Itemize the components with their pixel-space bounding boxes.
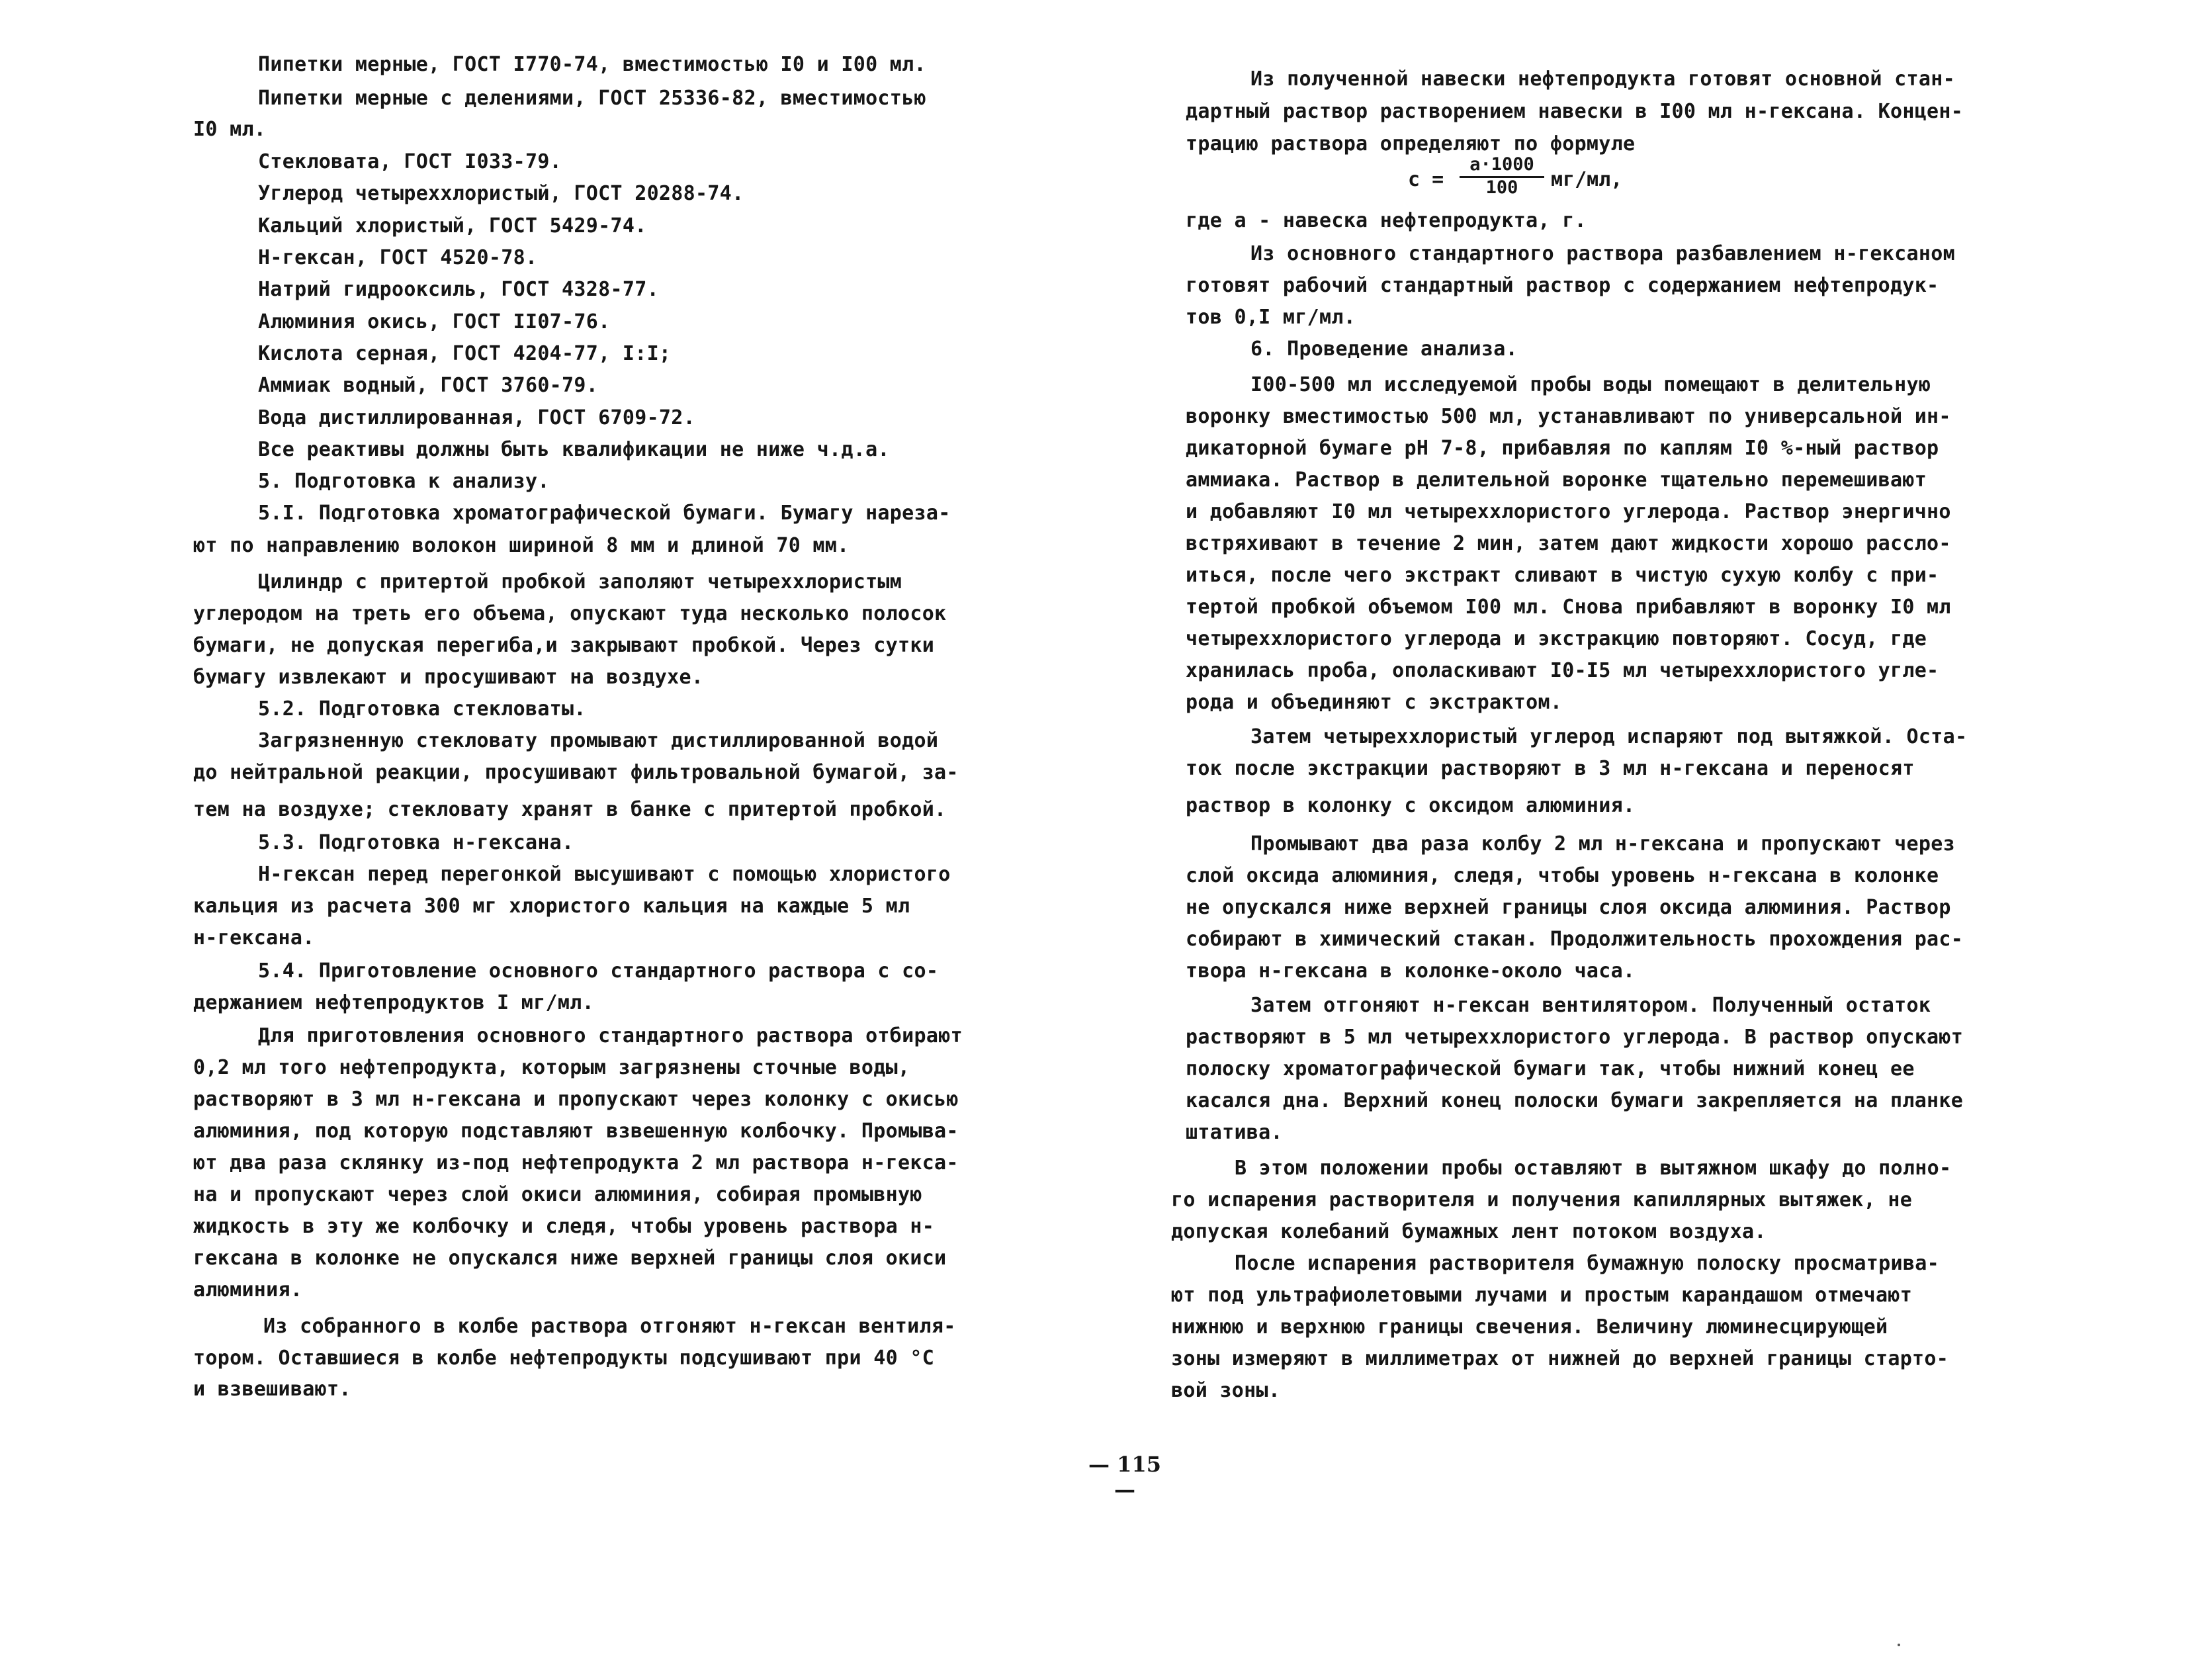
text-line: Все реактивы должны быть квалификации не ниже ч.д.а. [258, 438, 890, 461]
text-line: до нейтральной реакции, просушивают фильтровальной бумагой, за- [193, 761, 959, 784]
text-line: Из основного стандартного раствора разбавлением н-гексаном [1250, 242, 1955, 265]
text-line: ют два раза склянку из-под нефтепродукта 2 мл раствора н-гекса- [193, 1151, 959, 1174]
text-line: тем на воздухе; стекловату хранят в банке с притертой пробкой. [193, 798, 947, 821]
text-line: иться, после чего экстракт сливают в чистую сухую колбу с при- [1186, 564, 1939, 587]
text-line: штатива. [1186, 1121, 1283, 1144]
text-line: вой зоны. [1171, 1379, 1281, 1402]
text-line: тов 0,I мг/мл. [1186, 306, 1356, 329]
text-line: Вода дистиллированная, ГОСТ 6709-72. [258, 406, 696, 429]
text-line: алюминия. [193, 1278, 303, 1302]
text-line: зоны измеряют в миллиметрах от нижней до верхней границы старто- [1171, 1347, 1949, 1370]
text-line: Кальций хлористый, ГОСТ 5429-74. [258, 214, 647, 238]
text-line: Алюминия окись, ГОСТ II07-76. [258, 310, 611, 333]
text-line: Из собранного в колбе раствора отгоняют н-гексан вентиля- [263, 1315, 956, 1338]
text-line: го испарения растворителя и получения капиллярных вытяжек, не [1171, 1188, 1913, 1212]
text-line: Стекловата, ГОСТ I033-79. [258, 150, 562, 173]
text-line: аммиака. Раствор в делительной воронке тщательно перемешивают [1186, 468, 1927, 492]
formula-lhs: с = [1408, 168, 1444, 191]
text-line: В этом положении пробы оставляют в вытяжном шкафу до полно- [1235, 1157, 1952, 1180]
text-line: тертой пробкой объемом I00 мл. Снова прибавляют в воронку I0 мл [1186, 596, 1951, 619]
text-line: Аммиак водный, ГОСТ 3760-79. [258, 374, 599, 397]
text-line: Углерод четыреххлористый, ГОСТ 20288-74. [258, 182, 744, 205]
text-line: касался дна. Верхний конец полоски бумаги закрепляется на планке [1186, 1089, 1964, 1112]
text-line: и добавляют I0 мл четыреххлористого углерода. Раствор энергично [1186, 500, 1951, 523]
scan-speck [1898, 1644, 1900, 1646]
formula-unit: мг/мл, [1551, 168, 1623, 191]
text-line: держанием нефтепродуктов I мг/мл. [193, 991, 594, 1014]
text-line: дартный раствор растворением навески в I00 мл н-гексана. Концен- [1186, 100, 1964, 123]
text-line: Из полученной навески нефтепродукта готовят основной стан- [1250, 67, 1955, 91]
text-line: нижнюю и верхнюю границы свечения. Величину люминесцирующей [1171, 1315, 1888, 1339]
text-line: растворяют в 3 мл н-гексана и пропускают через колонку с окисью [193, 1088, 959, 1111]
text-line: кальция из расчета 300 мг хлористого кальция на каждые 5 мл [193, 895, 910, 918]
section-heading: 6. Проведение анализа. [1250, 337, 1518, 361]
text-line: готовят рабочий стандартный раствор с содержанием нефтепродук- [1186, 274, 1939, 297]
formula-numerator: а·1000 [1460, 154, 1544, 178]
text-line: Кислота серная, ГОСТ 4204-77, I:I; [258, 342, 672, 365]
text-line: алюминия, под которую подставляют взвешенную колбочку. Промыва- [193, 1120, 959, 1143]
text-line: I00-500 мл исследуемой пробы воды помещают в делительную [1250, 373, 1931, 396]
text-line: Пипетки мерные, ГОСТ I770-74, вместимостью I0 и I00 мл. [258, 53, 926, 76]
text-line: Для приготовления основного стандартного раствора отбирают [258, 1024, 963, 1047]
text-line: полоску хроматографической бумаги так, чтобы нижний конец ее [1186, 1057, 1915, 1081]
text-line: твора н-гексана в колонке-около часа. [1186, 959, 1636, 983]
text-line: допуская колебаний бумажных лент потоком воздуха. [1171, 1220, 1767, 1243]
text-line: бумагу извлекают и просушивают на воздухе. [193, 666, 704, 689]
formula-fraction [1460, 154, 1544, 198]
text-line: Пипетки мерные с делениями, ГОСТ 25336-82, вместимостью [258, 87, 926, 110]
text-line: тором. Оставшиеся в колбе нефтепродукты подсушивают при 40 °С [193, 1347, 935, 1370]
text-line: растворяют в 5 мл четыреххлористого углерода. В раствор опускают [1186, 1026, 1964, 1049]
text-line: н-гексана. [193, 926, 315, 950]
text-line: Н-гексан перед перегонкой высушивают с помощью хлористого [258, 863, 951, 886]
text-line: Натрий гидрооксиль, ГОСТ 4328-77. [258, 278, 659, 301]
text-line: углеродом на треть его объема, опускают туда несколько полосок [193, 602, 947, 625]
text-line: на и пропускают через слой окиси алюминия, собирая промывную [193, 1183, 922, 1206]
text-line: собирают в химический стакан. Продолжительность прохождения рас- [1186, 928, 1964, 951]
text-line: слой оксида алюминия, следя, чтобы уровень н-гексана в колонке [1186, 864, 1939, 887]
text-line: Затем отгоняют н-гексан вентилятором. Полученный остаток [1250, 994, 1931, 1017]
text-line: не опускался ниже верхней границы слоя оксида алюминия. Раствор [1186, 896, 1951, 919]
text-line: Цилиндр с притертой пробкой заполяют четыреххлористым [258, 570, 902, 594]
text-line: ют по направлению волокон шириной 8 мм и длиной 70 мм. [193, 534, 850, 557]
text-line: ют под ультрафиолетовыми лучами и простым карандашом отмечают [1171, 1284, 1913, 1307]
subsection-heading: 5.3. Подготовка н-гексана. [258, 831, 574, 854]
subsection-heading: 5.4. Приготовление основного стандартного раствора с со- [258, 959, 939, 983]
text-line: Загрязненную стекловату промывают дистиллированной водой [258, 729, 939, 752]
text-line: бумаги, не допуская перегиба,и закрывают пробкой. Через сутки [193, 634, 935, 657]
text-line: раствор в колонку с оксидом алюминия. [1186, 794, 1636, 817]
section-heading: 5. Подготовка к анализу. [258, 470, 550, 493]
text-line: воронку вместимостью 500 мл, устанавливают по универсальной ин- [1186, 405, 1951, 428]
text-line: жидкость в эту же колбочку и следя, чтобы уровень раствора н- [193, 1215, 935, 1238]
text-line: 0,2 мл того нефтепродукта, которым загрязнены сточные воды, [193, 1056, 910, 1079]
text-line: где а - навеска нефтепродукта, г. [1186, 209, 1587, 232]
text-line: встряхивают в течение 2 мин, затем дают жидкости хорошо рассло- [1186, 532, 1951, 555]
text-line: Н-гексан, ГОСТ 4520-78. [258, 246, 538, 269]
page-number: — 115 — [1088, 1452, 1161, 1502]
text-line: четыреххлористого углерода и экстракцию повторяют. Сосуд, где [1186, 627, 1927, 650]
text-line: Затем четыреххлористый углерод испаряют под вытяжкой. Оста- [1250, 725, 1968, 748]
text-line: 5.I. Подготовка хроматографической бумаги. Бумагу нареза- [258, 502, 951, 525]
formula-denominator: 100 [1485, 177, 1518, 198]
text-line: трацию раствора определяют по формуле [1186, 132, 1636, 155]
text-line: гексана в колонке не опускался ниже верхней границы слоя окиси [193, 1247, 947, 1270]
text-line: хранилась проба, ополаскивают I0-I5 мл четыреххлористого угле- [1186, 659, 1939, 682]
text-line: дикаторной бумаге pH 7-8, прибавляя по каплям I0 %-ный раствор [1186, 437, 1939, 460]
text-line: После испарения растворителя бумажную полоску просматрива- [1235, 1252, 1939, 1275]
subsection-heading: 5.2. Подготовка стекловаты. [258, 697, 586, 721]
text-line: Промывают два раза колбу 2 мл н-гексана и пропускают через [1250, 832, 1955, 856]
text-line: рода и объединяют с экстрактом. [1186, 691, 1563, 714]
text-line: и взвешивают. [193, 1378, 351, 1401]
text-line: I0 мл. [193, 118, 267, 141]
text-line: ток после экстракции растворяют в 3 мл н-гексана и переносят [1186, 757, 1915, 780]
